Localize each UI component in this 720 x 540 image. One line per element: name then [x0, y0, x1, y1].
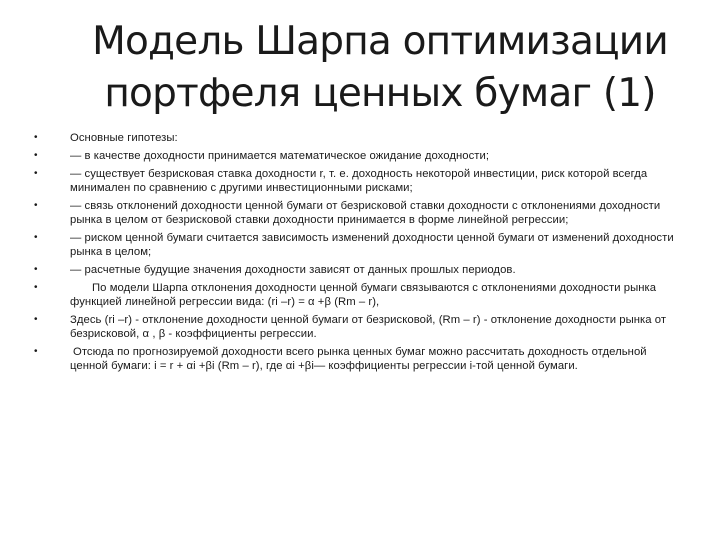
bullet-text: Отсюда по прогнозируемой доходности всего рынка ценных бумаг можно рассчитать доходность отдельной ценной бумаги: i = r + αi +βi (Rm – r), где αi +βi— коэффициенты регрессии i-той ценной бумаги.	[70, 346, 647, 372]
bullet-marker: •	[34, 346, 38, 357]
bullet-marker: •	[34, 200, 38, 211]
bullet-item	[34, 231, 674, 259]
bullet-text: — существует безрисковая ставка доходности r, т. е. доходность некоторой инвестиции, риск которой всегда минимален по сравнению с другими инвестиционными рисками;	[70, 168, 648, 194]
bullet-marker: •	[34, 314, 38, 325]
bullet-item	[34, 313, 674, 341]
bullet-text: — в качестве доходности принимается математическое ожидание доходности;	[70, 150, 490, 162]
bullet-marker: •	[34, 282, 38, 293]
bullet-text: Основные гипотезы:	[70, 132, 178, 144]
bullet-item	[34, 345, 674, 373]
bullet-marker: •	[34, 150, 38, 161]
bullet-item	[34, 281, 674, 309]
bullet-item	[34, 263, 674, 277]
bullet-marker: •	[34, 132, 38, 143]
bullet-marker: •	[34, 168, 38, 179]
slide-title	[30, 16, 720, 120]
title-line-2: портфеля ценных бумаг (1)	[104, 71, 656, 116]
bullet-text: — связь отклонений доходности ценной бумаги от безрисковой ставки доходности с отклонениями доходности рынка в целом от безрисковой ставки доходности принимается в форме линейной регрессии;	[70, 200, 661, 226]
bullet-marker: •	[34, 264, 38, 275]
bullet-item	[34, 199, 674, 227]
bullet-item	[34, 167, 674, 195]
title-line-1: Модель Шарпа оптимизации	[92, 19, 668, 64]
bullet-text: Здесь (ri –r) - отклонение доходности ценной бумаги от безрисковой, (Rm – r) - отклонение доходности рынка от безрисковой, α , β - коэффициенты регрессии.	[70, 314, 667, 340]
bullet-item	[34, 149, 674, 163]
bullet-item	[34, 131, 674, 145]
bullet-text: — риском ценной бумаги считается зависимость изменений доходности ценной бумаги от изменений доходности рынка в целом;	[70, 232, 674, 258]
bullet-marker: •	[34, 232, 38, 243]
bullet-text: По модели Шарпа отклонения доходности ценной бумаги связываются с отклонениями доходности рынка функцией линейной регрессии вида: (ri –r) = α +β (Rm – r),	[70, 282, 657, 308]
bullet-text: — расчетные будущие значения доходности зависят от данных прошлых периодов.	[70, 264, 516, 276]
bullet-list	[34, 131, 674, 377]
